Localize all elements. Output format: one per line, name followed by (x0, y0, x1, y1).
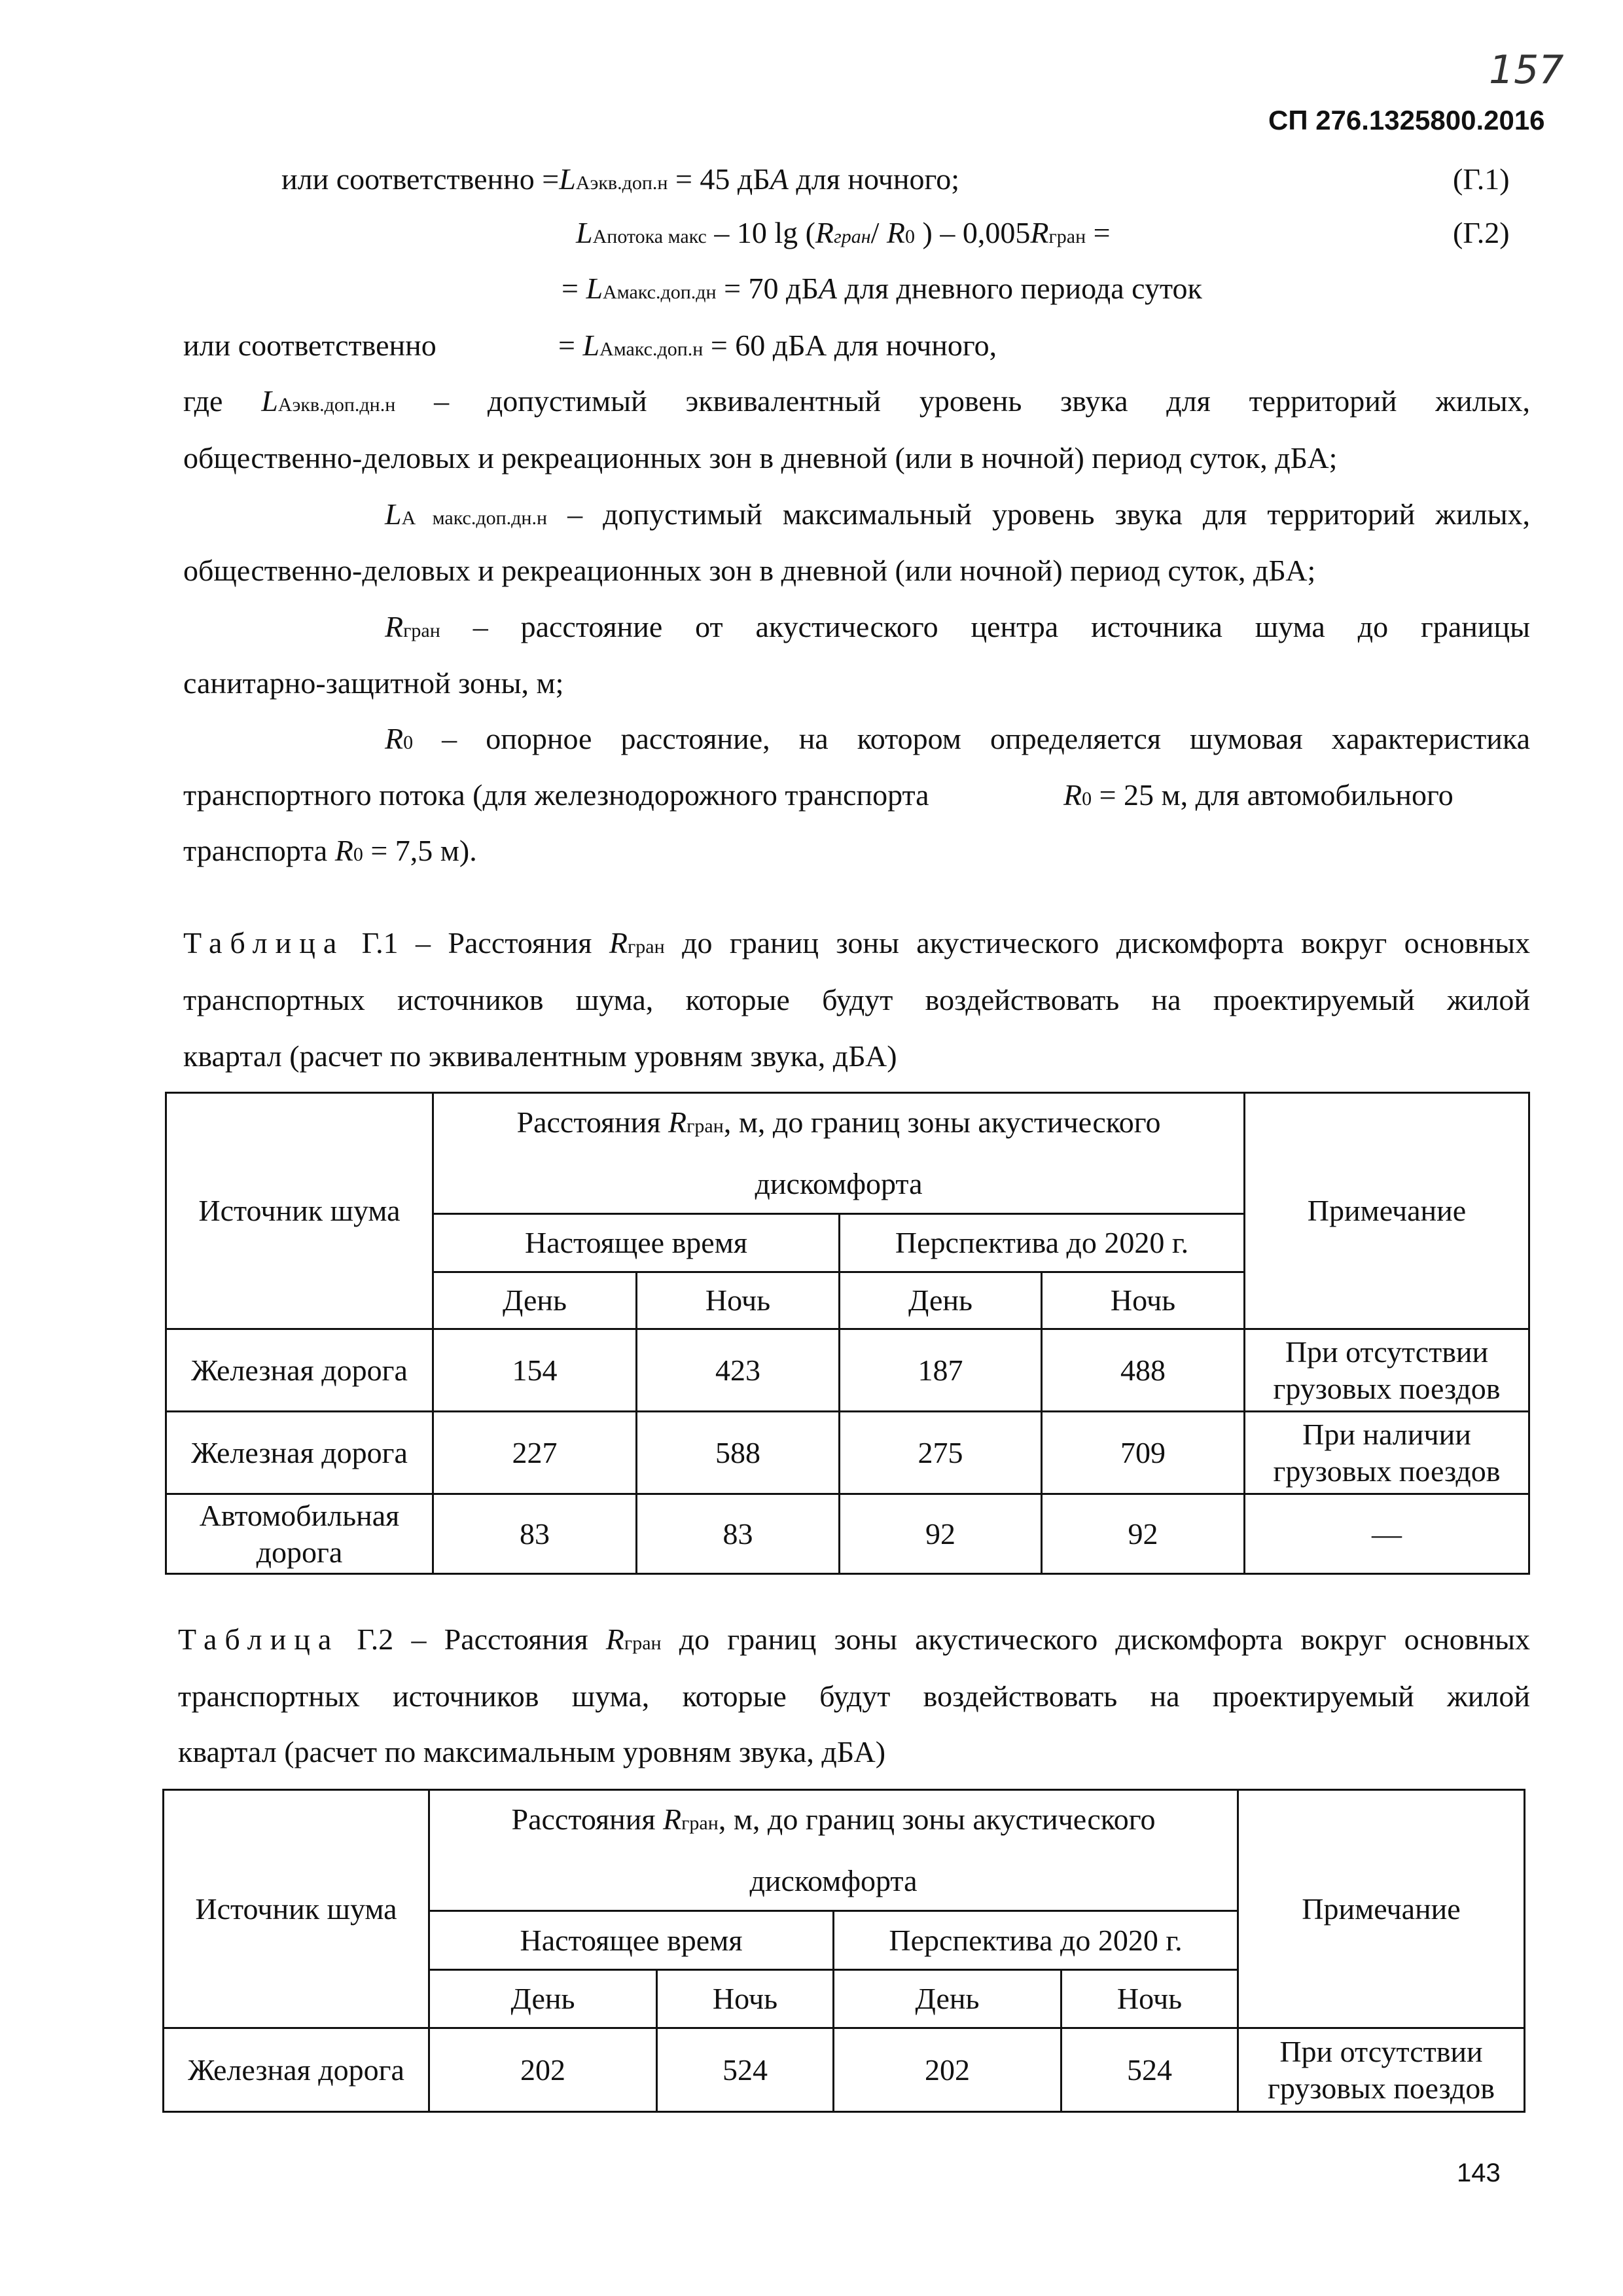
table1-row1-future-day: 187 (840, 1329, 1042, 1412)
definition-1-line-2: общественно-деловых и рекреационных зон в дневной (или в ночной) период суток, дБА; (183, 441, 1338, 475)
definition-4-line-1 (385, 720, 1530, 762)
table2-header-distances-end: , м, до границ зоны акустического (718, 1803, 1156, 1836)
formula-g1-rest: = 45 дБ (675, 162, 770, 196)
formula-g2-r1: R (815, 216, 834, 249)
table2-caption-end: до границ зоны акустического дискомфорта вокруг основных (679, 1623, 1531, 1656)
table1-row2-note: При наличии грузовых поездов (1245, 1412, 1529, 1494)
table-row (164, 2028, 1525, 2112)
table1-row3-note: — (1245, 1494, 1529, 1574)
definition-3-line-2: санитарно-защитной зоны, м; (183, 666, 564, 700)
formula-g2-r2: R (1030, 216, 1049, 249)
formula-night-var-sub: Aмакс.доп.н (599, 338, 704, 360)
table2-header-present-day: День (429, 1970, 657, 2028)
formula-g2-r2-sub: гран (1048, 226, 1086, 247)
table-row (166, 1494, 1529, 1574)
formula-g1-tail: для ночного; (796, 162, 960, 196)
formula-g2 (576, 214, 1111, 256)
formula-g1 (281, 160, 959, 202)
table2-caption-line-3: квартал (расчет по максимальным уровням звука, дБА) (178, 1735, 886, 1768)
definition-1-text: – допустимый эквивалентный уровень звука для территорий жилых, (434, 384, 1531, 418)
table2-header-distances-var-sub: гран (681, 1812, 719, 1834)
formula-night-prefix: или соответственно (183, 329, 437, 362)
table1-header-distances-var: R (668, 1105, 687, 1139)
definition-1-var-sub: Aэкв.доп.дн.н (277, 394, 396, 416)
definition-4-line-3 (183, 832, 477, 874)
formula-g2-label: (Г.2) (1453, 216, 1510, 249)
definition-4-line-2a: транспортного потока (для железнодорожного транспорта (183, 778, 929, 812)
table1-header-present: Настоящее время (433, 1214, 840, 1272)
table1-row3-source: Автомобильная дорога (166, 1494, 433, 1574)
formula-g2-r1-sub: гран (834, 226, 871, 247)
definition-4-r0b-sub: 0 (353, 844, 363, 865)
table2-caption-line-2: транспортных источников шума, которые будут воздействовать на проектируемый жилой (178, 1679, 1530, 1713)
formula-night-var: L (582, 329, 600, 362)
table1-row1-future-night: 488 (1042, 1329, 1245, 1412)
definition-4-text: – опорное расстояние, на котором определяется шумовая характеристика (442, 722, 1530, 755)
table2-header-present-night: Ночь (657, 1970, 834, 2028)
table1-row3-present-night: 83 (637, 1494, 840, 1574)
formula-g1-var: L (559, 162, 576, 196)
table1-header-present-night: Ночь (637, 1272, 840, 1329)
formula-g1-var-sub: Aэкв.доп.н (575, 172, 668, 194)
formula-g1-eq: = (542, 162, 560, 196)
table2-header-distances-var: R (663, 1803, 682, 1836)
table1-header-distances-label: Расстояния (516, 1105, 661, 1139)
formula-g2-var-sub: Aпотока макс (592, 226, 707, 247)
table1-caption-var-sub: гран (627, 936, 665, 958)
definition-1-var: L (261, 384, 278, 418)
table2-caption-var: R (605, 1623, 624, 1656)
table1-row3-future-night: 92 (1042, 1494, 1245, 1574)
table2-header-future-day: День (834, 1970, 1061, 2028)
table2-caption-var-sub: гран (624, 1632, 662, 1654)
table2-row1-source: Железная дорога (164, 2028, 429, 2112)
table1-caption-line-1 (183, 924, 1530, 966)
formula-g1-prefix: или соответственно (281, 162, 535, 196)
table1-caption-line-3: квартал (расчет по эквивалентным уровням звука, дБА) (183, 1039, 897, 1073)
formula-day-tail: для дневного периода суток (844, 272, 1202, 305)
table-row (166, 1412, 1529, 1494)
table1-row1-source: Железная дорога (166, 1329, 433, 1412)
table2-header-note: Примечание (1238, 1790, 1525, 2028)
formula-day-var: L (586, 272, 603, 305)
table2-row1-note: При отсутствии грузовых поездов (1238, 2028, 1525, 2112)
table1-row1-note: При отсутствии грузовых поездов (1245, 1329, 1529, 1412)
document-code-header: СП 276.1325800.2016 (1268, 105, 1545, 135)
table1-header-distances-var-sub: гран (687, 1115, 724, 1137)
definition-1-where: где (183, 384, 223, 418)
definition-2-text: – допустимый максимальный уровень звука для территорий жилых, (567, 497, 1531, 531)
table1-row2-present-night: 588 (637, 1412, 840, 1494)
table1-caption-id: Г.1 (361, 926, 399, 960)
formula-night-eq: = (558, 329, 575, 362)
table1-header-future-night: Ночь (1042, 1272, 1245, 1329)
table2-row1-present-night: 524 (657, 2028, 834, 2112)
table1-row2-future-day: 275 (840, 1412, 1042, 1494)
definition-3-line-1 (385, 608, 1530, 650)
definition-4-r0b-value: = 7,5 м). (370, 834, 477, 867)
table1-caption-line-2: транспортных источников шума, которые будут воздействовать на проектируемый жилой (183, 983, 1530, 1016)
formula-g2-var: L (576, 216, 593, 249)
definition-2-var: L (385, 497, 402, 531)
table2-header-future-night: Ночь (1061, 1970, 1238, 2028)
table2-header-future: Перспектива до 2020 г. (834, 1911, 1238, 1970)
table2-row1-present-day: 202 (429, 2028, 657, 2112)
table2-header-present: Настоящее время (429, 1911, 834, 1970)
definition-2-line-2: общественно-деловых и рекреационных зон в дневной (или ночной) период суток, дБА; (183, 554, 1316, 587)
table1-row2-source: Железная дорога (166, 1412, 433, 1494)
table2-header-source: Источник шума (164, 1790, 429, 2028)
table1-header-note: Примечание (1245, 1093, 1529, 1329)
table-2 (162, 1789, 1525, 2113)
formula-day-line (562, 270, 1202, 312)
table1-row3-future-day: 92 (840, 1494, 1042, 1574)
formula-g2-r0: R (886, 216, 906, 249)
table2-header-distances (429, 1790, 1238, 1911)
table2-caption-rest: – Расстояния (411, 1623, 588, 1656)
definition-4-r0b-var: R (334, 834, 353, 867)
table-1 (165, 1092, 1530, 1575)
definition-4-line-2b (1063, 776, 1454, 818)
formula-g2-eq: = (1093, 216, 1111, 249)
formula-day-var-sub: Aмакс.доп.дн (603, 281, 717, 303)
formula-day-eq: = (562, 272, 579, 305)
formula-g2-middle: – 10 lg ( (714, 216, 815, 249)
formula-g2-end: ) – 0,005 (922, 216, 1031, 249)
definition-4-var: R (385, 722, 404, 755)
table1-header-source: Источник шума (166, 1093, 433, 1329)
definition-1-line-1 (183, 382, 1530, 424)
table2-caption-word: Таблица (178, 1623, 340, 1656)
table1-header-distances-line-2: дискомфорта (755, 1167, 923, 1200)
definition-3-text: – расстояние от акустического центра источника шума до границы (473, 610, 1531, 643)
definition-2-line-1 (385, 495, 1530, 537)
formula-night-line (558, 327, 997, 368)
formula-g2-slash: / (870, 216, 880, 249)
table1-header-distances-end: , м, до границ зоны акустического (723, 1105, 1161, 1139)
table2-row1-future-day: 202 (834, 2028, 1061, 2112)
table1-header-future-day: День (840, 1272, 1042, 1329)
definition-3-var: R (385, 610, 404, 643)
table2-row1-future-night: 524 (1061, 2028, 1238, 2112)
definition-4-r0-sub: 0 (1082, 788, 1092, 810)
table1-caption-var: R (609, 926, 628, 960)
definition-2-var-sub: A макс.доп.дн.н (401, 507, 548, 529)
definition-4-r0-var: R (1063, 778, 1082, 812)
table1-row2-present-day: 227 (433, 1412, 637, 1494)
table1-header-distances (433, 1093, 1245, 1214)
table1-caption-word: Таблица (183, 926, 345, 960)
table2-header-distances-label: Расстояния (511, 1803, 656, 1836)
table1-header-future: Перспектива до 2020 г. (840, 1214, 1245, 1272)
table2-caption-id: Г.2 (357, 1623, 394, 1656)
table1-caption-rest: – Расстояния (416, 926, 592, 960)
table2-header-distances-line-2: дискомфорта (749, 1864, 918, 1897)
definition-4-line-3-prefix: транспорта (183, 834, 328, 867)
table2-caption-line-1 (178, 1621, 1530, 1662)
handwritten-page-number: 157 (1489, 47, 1564, 93)
formula-g1-unit: А (770, 162, 789, 196)
table-row (166, 1329, 1529, 1412)
formula-g2-r0-sub: 0 (905, 226, 916, 247)
table1-caption-end: до границ зоны акустического дискомфорта вокруг основных (682, 926, 1531, 960)
table1-row3-present-day: 83 (433, 1494, 637, 1574)
definition-4-r0-value: = 25 м, для автомобильного (1099, 778, 1454, 812)
table1-row1-present-night: 423 (637, 1329, 840, 1412)
formula-night-rest: = 60 дБА для ночного, (710, 329, 997, 362)
formula-day-unit: А (818, 272, 837, 305)
page-number: 143 (1457, 2159, 1501, 2187)
table1-row1-present-day: 154 (433, 1329, 637, 1412)
table1-header-present-day: День (433, 1272, 637, 1329)
definition-3-var-sub: гран (403, 620, 440, 641)
table1-row2-future-night: 709 (1042, 1412, 1245, 1494)
formula-day-rest: = 70 дБ (724, 272, 819, 305)
definition-4-var-sub: 0 (403, 732, 414, 753)
formula-g1-label: (Г.1) (1453, 162, 1510, 196)
